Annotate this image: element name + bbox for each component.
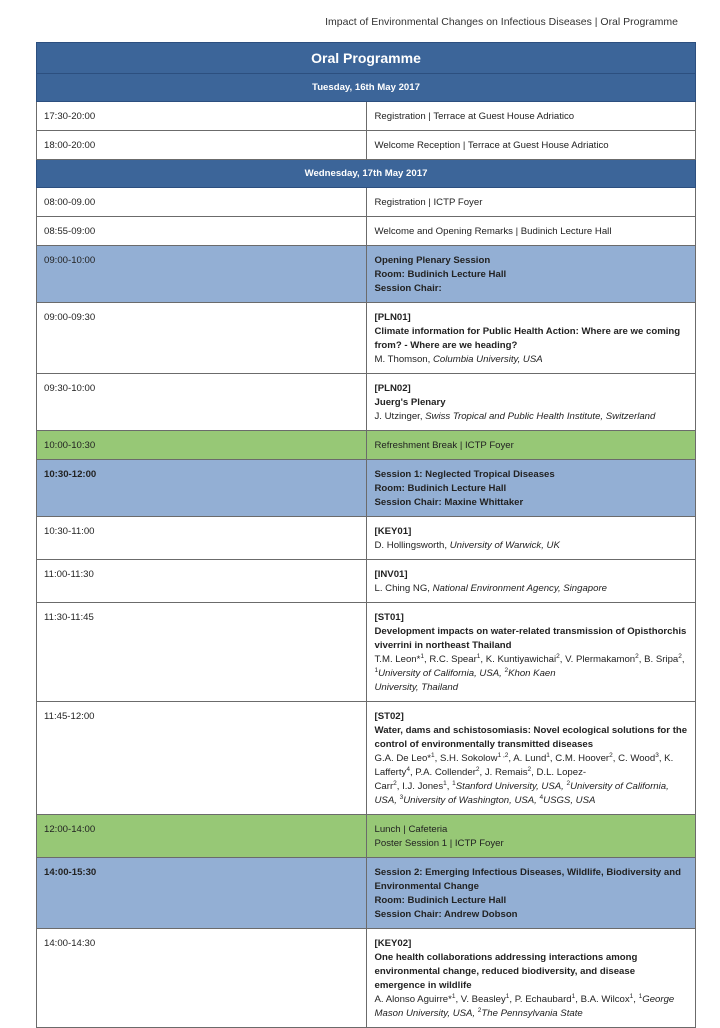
text-segment: Room: Budinich Lecture Hall xyxy=(374,483,507,494)
running-header: Impact of Environmental Changes on Infectious Diseases | Oral Programme xyxy=(325,16,678,28)
programme-row xyxy=(37,374,696,431)
affiliation-marker: 1 xyxy=(420,652,424,660)
text-segment: Water, dams and schistosomiasis: Novel ecological solutions for the control of environmentally transmitted diseases xyxy=(374,725,688,750)
text-segment: Poster Session 1 | ICTP Foyer xyxy=(374,838,504,849)
time-cell: 14:00-15:30 xyxy=(37,858,367,929)
affiliation-marker: 4 xyxy=(539,793,544,801)
time-cell: 10:30-12:00 xyxy=(37,460,367,517)
text-segment: University of California, USA, xyxy=(378,668,505,679)
content-line xyxy=(375,482,690,496)
text-segment: Session Chair: Andrew Dobson xyxy=(374,909,518,920)
content-line xyxy=(375,325,690,353)
affiliation-marker: 4 xyxy=(406,765,410,773)
affiliation-marker: 1 xyxy=(452,779,456,787)
content-cell xyxy=(366,603,696,702)
text-segment: Registration | Terrace at Guest House Adriatico xyxy=(374,111,575,122)
content-line xyxy=(375,866,690,894)
time-cell: 11:00-11:30 xyxy=(37,560,367,603)
text-segment: M. Thomson, xyxy=(374,354,433,365)
text-segment: Session 2: Emerging Infectious Diseases, Wildlife, Biodiversity and Environmental Change xyxy=(374,867,681,892)
affiliation-marker: 2 xyxy=(678,652,682,660)
time-cell: 12:00-14:00 xyxy=(37,815,367,858)
content-line xyxy=(375,254,690,268)
content-cell xyxy=(366,374,696,431)
text-segment: , I.J. Jones xyxy=(396,781,444,792)
content-line xyxy=(375,752,690,780)
content-line xyxy=(375,993,690,1021)
time-cell: 08:55-09:00 xyxy=(37,217,367,246)
content-line xyxy=(375,196,690,210)
day-label: Wednesday, 17th May 2017 xyxy=(37,160,696,188)
content-cell xyxy=(366,702,696,815)
content-line xyxy=(375,468,690,482)
affiliation-marker: 2 xyxy=(556,652,560,660)
text-segment: Climate information for Public Health Action: Where are we coming from? - Where are we heading? xyxy=(374,326,681,351)
affiliation-marker: 2 xyxy=(566,779,571,787)
content-line xyxy=(375,780,690,808)
session-row xyxy=(37,246,696,303)
text-segment: Session Chair: xyxy=(374,283,442,294)
text-segment: , B.A. Wilcox xyxy=(575,994,630,1005)
content-cell xyxy=(366,246,696,303)
affiliation-marker: 1 xyxy=(505,992,510,1000)
text-segment: [ST02] xyxy=(374,711,404,722)
text-segment: J. Utzinger, xyxy=(374,411,426,422)
content-line xyxy=(375,710,690,724)
text-segment: D. Hollingsworth, xyxy=(374,540,450,551)
text-segment: Welcome and Opening Remarks | Budinich Lecture Hall xyxy=(374,226,612,237)
text-segment: Room: Budinich Lecture Hall xyxy=(374,269,507,280)
text-segment: Session 1: Neglected Tropical Diseases xyxy=(374,469,555,480)
text-segment: One health collaborations addressing interactions among environmental change, reduced biodiversity, and disease xyxy=(374,952,638,977)
text-segment: , J. Remais xyxy=(479,767,528,778)
text-segment: [INV01] xyxy=(374,569,408,580)
content-line xyxy=(375,823,690,837)
content-line xyxy=(375,979,690,993)
affiliation-marker: 1 xyxy=(476,652,481,660)
time-cell: 11:45-12:00 xyxy=(37,702,367,815)
programme-row xyxy=(37,560,696,603)
affiliation-marker: 3 xyxy=(655,751,659,759)
content-line xyxy=(375,439,690,453)
text-segment: [KEY01] xyxy=(374,526,412,537)
text-segment: , R.C. Spear xyxy=(424,654,477,665)
time-cell: 09:00-09:30 xyxy=(37,303,367,374)
content-line xyxy=(375,496,690,510)
text-segment: Registration | ICTP Foyer xyxy=(374,197,483,208)
text-segment: , xyxy=(446,781,453,792)
text-segment: Room: Budinich Lecture Hall xyxy=(374,895,507,906)
content-line xyxy=(375,894,690,908)
text-segment: , C.M. Hoover xyxy=(549,753,610,764)
text-segment: , V. Beasley xyxy=(455,994,506,1005)
affiliation-marker: 1 xyxy=(431,751,435,759)
content-cell xyxy=(366,517,696,560)
content-line xyxy=(375,625,690,653)
text-segment: Stanford University, USA, xyxy=(455,781,567,792)
affiliation-marker: 2 xyxy=(393,779,397,787)
programme-row xyxy=(37,303,696,374)
content-line xyxy=(375,225,690,239)
time-cell: 10:30-11:00 xyxy=(37,517,367,560)
time-cell: 10:00-10:30 xyxy=(37,431,367,460)
affiliation-marker: 3 xyxy=(399,793,404,801)
affiliation-marker: 2 xyxy=(635,652,639,660)
day-label: Tuesday, 16th May 2017 xyxy=(37,74,696,102)
affiliation-marker: 1 ,2 xyxy=(497,751,509,759)
time-cell: 08:00-09.00 xyxy=(37,188,367,217)
content-line xyxy=(375,681,690,695)
content-cell xyxy=(366,560,696,603)
time-cell: 09:00-10:00 xyxy=(37,246,367,303)
time-cell: 09:30-10:00 xyxy=(37,374,367,431)
break-row xyxy=(37,431,696,460)
text-segment: University of Warwick, UK xyxy=(449,540,560,551)
content-line xyxy=(375,353,690,367)
text-segment: Swiss Tropical and Public Health Institute, Switzerland xyxy=(425,411,656,422)
affiliation-marker: 1 xyxy=(374,666,379,674)
text-segment: , K. Kuntiyawichai xyxy=(480,654,557,665)
content-line xyxy=(375,382,690,396)
content-line xyxy=(375,724,690,752)
programme-row xyxy=(37,188,696,217)
affiliation-marker: 2 xyxy=(504,666,509,674)
text-segment: A. Alonso Aguirre* xyxy=(374,994,452,1005)
time-cell: 17:30-20:00 xyxy=(37,102,367,131)
text-segment: Refreshment Break | ICTP Foyer xyxy=(374,440,514,451)
content-line xyxy=(375,951,690,979)
text-segment: Lunch | Cafeteria xyxy=(374,824,448,835)
text-segment: Juerg's Plenary xyxy=(374,397,446,408)
programme-row xyxy=(37,131,696,160)
day-header-row xyxy=(37,160,696,188)
affiliation-marker: 1 xyxy=(451,992,456,1000)
programme-body xyxy=(37,43,696,1028)
break-row xyxy=(37,815,696,858)
programme-table xyxy=(36,42,696,1028)
content-line xyxy=(375,282,690,296)
text-segment: , V. Plermakamon xyxy=(559,654,636,665)
affiliation-marker: 2 xyxy=(609,751,613,759)
text-segment: Opening Plenary Session xyxy=(374,255,491,266)
text-segment: The Pennsylvania State xyxy=(481,1008,583,1019)
text-segment: , K. Lafferty xyxy=(374,753,674,778)
programme-title-row xyxy=(37,43,696,74)
text-segment: University, Thailand xyxy=(374,682,459,693)
content-line xyxy=(375,311,690,325)
programme-row xyxy=(37,102,696,131)
content-cell xyxy=(366,460,696,517)
text-segment: , S.H. Sokolow xyxy=(434,753,498,764)
text-segment: George Mason University, USA, xyxy=(374,994,675,1019)
content-line xyxy=(375,396,690,410)
text-segment: L. Ching NG, xyxy=(374,583,433,594)
text-segment: G.A. De Leo* xyxy=(374,753,432,764)
content-line xyxy=(375,268,690,282)
text-segment: Session Chair: Maxine Whittaker xyxy=(374,497,524,508)
text-segment: Columbia University, USA xyxy=(432,354,543,365)
content-line xyxy=(375,837,690,851)
text-segment: , P. Echaubard xyxy=(509,994,572,1005)
text-segment: [KEY02] xyxy=(374,938,412,949)
content-cell xyxy=(366,929,696,1028)
content-line xyxy=(375,410,690,424)
content-line xyxy=(375,611,690,625)
content-line xyxy=(375,582,690,596)
text-segment: , P.A. Collender xyxy=(409,767,476,778)
programme-row xyxy=(37,517,696,560)
text-segment: [PLN02] xyxy=(374,383,411,394)
content-line xyxy=(375,568,690,582)
content-cell xyxy=(366,431,696,460)
content-cell xyxy=(366,188,696,217)
day-header-row xyxy=(37,74,696,102)
content-line xyxy=(375,139,690,153)
affiliation-marker: 2 xyxy=(475,765,480,773)
content-cell xyxy=(366,217,696,246)
session-row xyxy=(37,460,696,517)
session-row xyxy=(37,858,696,929)
programme-title: Oral Programme xyxy=(37,43,696,74)
text-segment: , xyxy=(681,654,685,665)
time-cell: 14:00-14:30 xyxy=(37,929,367,1028)
affiliation-marker: 2 xyxy=(527,765,532,773)
programme-row xyxy=(37,929,696,1028)
text-segment: University of Washington, USA, xyxy=(403,795,540,806)
content-cell xyxy=(366,303,696,374)
text-segment: National Environment Agency, Singapore xyxy=(432,583,608,594)
programme-row xyxy=(37,702,696,815)
content-line xyxy=(375,539,690,553)
affiliation-marker: 1 xyxy=(546,751,550,759)
text-segment: , B. Sripa xyxy=(638,654,679,665)
text-segment: , C. Wood xyxy=(612,753,656,764)
text-segment: University of California, USA, xyxy=(374,781,669,806)
affiliation-marker: 1 xyxy=(629,992,634,1000)
affiliation-marker: 1 xyxy=(443,779,447,787)
text-segment: emergence in wildlife xyxy=(374,980,472,991)
content-cell xyxy=(366,102,696,131)
text-segment: [ST01] xyxy=(374,612,404,623)
text-segment: T.M. Leon* xyxy=(374,654,421,665)
content-line xyxy=(375,937,690,951)
text-segment: [PLN01] xyxy=(374,312,411,323)
programme-row xyxy=(37,217,696,246)
content-line xyxy=(375,653,690,681)
programme-row xyxy=(37,603,696,702)
content-cell xyxy=(366,131,696,160)
time-cell: 11:30-11:45 xyxy=(37,603,367,702)
text-segment: Development impacts on water-related transmission of Opisthorchis viverrini in northeast Thailand xyxy=(374,626,687,651)
content-cell xyxy=(366,858,696,929)
text-segment: , A. Lund xyxy=(508,753,547,764)
content-line xyxy=(375,110,690,124)
content-line xyxy=(375,908,690,922)
text-segment: USGS, USA xyxy=(543,795,596,806)
text-segment: , xyxy=(633,994,639,1005)
affiliation-marker: 1 xyxy=(638,992,643,1000)
time-cell: 18:00-20:00 xyxy=(37,131,367,160)
text-segment: , D.L. Lopez- xyxy=(531,767,587,778)
affiliation-marker: 2 xyxy=(477,1006,482,1014)
text-segment: Welcome Reception | Terrace at Guest House Adriatico xyxy=(374,140,609,151)
text-segment: Carr xyxy=(374,781,394,792)
content-cell xyxy=(366,815,696,858)
text-segment: Khon Kaen xyxy=(508,668,556,679)
content-line xyxy=(375,525,690,539)
affiliation-marker: 1 xyxy=(571,992,576,1000)
